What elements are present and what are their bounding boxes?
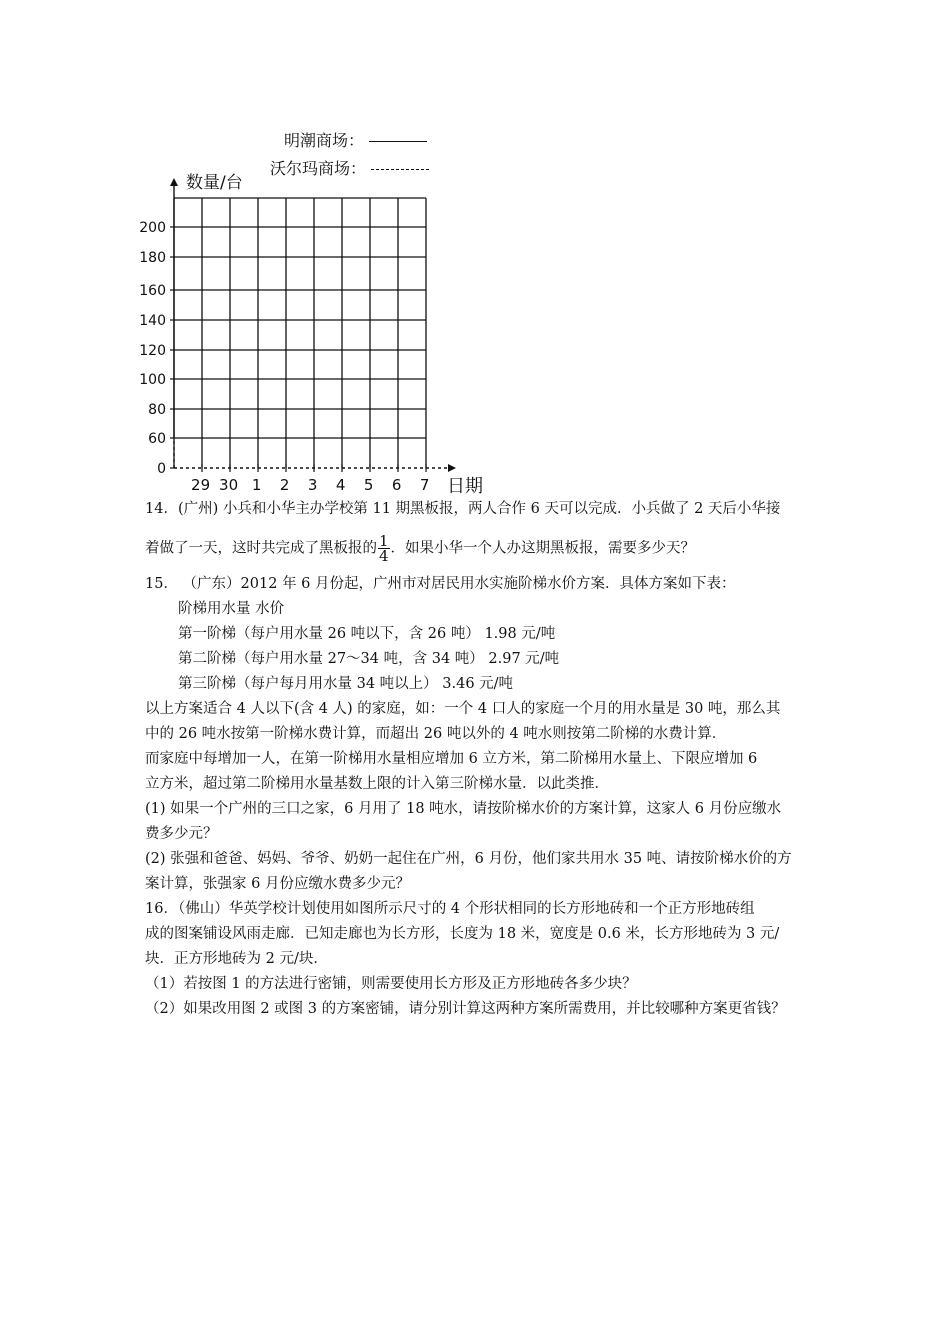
q16-line1: 16．（佛山）华英学校计划使用如图所示尺寸的 4 个形状相同的长方形地砖和一个正方形地砖组 xyxy=(145,901,755,917)
q16-line2: 成的图案铺设风雨走廊．已知走廊也为长方形，长度为 18 米，宽度是 0.6 米，长方形地砖为 3 元/ xyxy=(145,926,780,942)
fraction-denominator: 4 xyxy=(379,547,389,565)
fraction xyxy=(378,534,390,563)
q16-line3: 块．正方形地砖为 2 元/块． xyxy=(145,951,328,967)
q14-line1: 14．(广州) 小兵和小华主办学校第 11 期黑板报，两人合作 6 天可以完成．小兵做了 2 天后小华接 xyxy=(145,501,781,517)
fraction-numerator: 1 xyxy=(379,532,389,550)
y-tick-label: 160 xyxy=(139,283,166,299)
q15-sub2-a: (2) 张强和爸爸、妈妈、爷爷、奶奶一起住在广州，6 月份，他们家共用水 35 吨、请按阶梯水价的方 xyxy=(145,851,792,867)
x-tick-label: 6 xyxy=(391,476,402,494)
y-tick-label: 0 xyxy=(157,461,166,477)
x-tick-label: 2 xyxy=(279,476,290,494)
q15-tier-3: 第三阶梯（每户每月用水量 34 吨以上） 3.46 元/吨 xyxy=(178,676,514,692)
q15-sub2-b: 案计算，张强家 6 月份应缴水费多少元？ xyxy=(145,876,410,892)
q15-para-3: 而家庭中每增加一人，在第一阶梯用水量相应增加 6 立方米，第二阶梯用水量上、下限应增加 6 xyxy=(145,751,758,767)
y-tick-label: 100 xyxy=(139,372,166,388)
q15-tier-1: 第一阶梯（每户用水量 26 吨以下，含 26 吨） 1.98 元/吨 xyxy=(178,626,556,642)
q14-line2-pre: 着做了一天，这时共完成了黑板报的 xyxy=(145,540,377,557)
y-tick-label: 120 xyxy=(139,343,166,359)
y-tick-label: 200 xyxy=(139,220,166,236)
x-axis-label: 日期 xyxy=(447,476,483,497)
q14-line2-post: ．如果小华一个人办这期黑板报，需要多少天？ xyxy=(390,540,696,557)
legend-label-mingchao: 明潮商场： xyxy=(284,131,365,150)
q15-tier-2: 第二阶梯（每户用水量 27～34 吨，含 34 吨） 2.97 元/吨 xyxy=(178,651,560,667)
x-tick-label: 3 xyxy=(307,476,318,494)
legend-label-walmart: 沃尔玛商场： xyxy=(270,159,367,178)
q14-line2 xyxy=(145,534,695,563)
x-tick-label: 7 xyxy=(419,476,430,494)
q15-sub1-b: 费多少元？ xyxy=(145,826,218,842)
chart-axes xyxy=(170,178,456,472)
q16-sub1: （1）若按图 1 的方法进行密铺，则需要使用长方形及正方形地砖各多少块？ xyxy=(145,976,637,992)
x-axis-arrow xyxy=(448,464,456,472)
x-tick-label: 4 xyxy=(335,476,346,494)
y-tick-label: 180 xyxy=(139,250,166,266)
q16-sub2: （2）如果改用图 2 或图 3 的方案密铺，请分别计算这两种方案所需费用，并比较哪种方案更省钱？ xyxy=(145,1001,786,1017)
chart-ticks xyxy=(139,220,429,494)
x-tick-label: 29 xyxy=(191,476,211,494)
y-axis-arrow xyxy=(170,178,178,186)
x-tick-label: 5 xyxy=(363,476,374,494)
q15-para-1: 以上方案适合 4 人以下(含 4 人) 的家庭，如：一个 4 口人的家庭一个月的用水量是 30 吨，那么其 xyxy=(145,701,781,717)
y-tick-label: 80 xyxy=(148,402,166,418)
x-tick-label: 1 xyxy=(251,476,262,494)
y-axis-label: 数量/台 xyxy=(186,173,243,193)
x-tick-label: 30 xyxy=(219,476,239,494)
q15-intro: 15． （广东）2012 年 6 月份起，广州市对居民用水实施阶梯水价方案．具体方案如下表： xyxy=(145,576,736,592)
q15-para-4: 立方米，超过第二阶梯用水量基数上限的计入第三阶梯水量．以此类推． xyxy=(145,776,609,792)
q15-para-2: 中的 26 吨水按第一阶梯水费计算，而超出 26 吨以外的 4 吨水则按第二阶梯的水费计算． xyxy=(145,726,727,742)
chart-grid xyxy=(174,198,426,468)
q15-table-header: 阶梯用水量 水价 xyxy=(178,601,285,617)
y-tick-label: 60 xyxy=(148,431,166,447)
q15-sub1-a: (1) 如果一个广州的三口之家，6 月用了 18 吨水，请按阶梯水价的方案计算，这家人 6 月份应缴水 xyxy=(145,801,782,817)
line-chart xyxy=(0,0,950,520)
y-tick-label: 140 xyxy=(139,313,166,329)
